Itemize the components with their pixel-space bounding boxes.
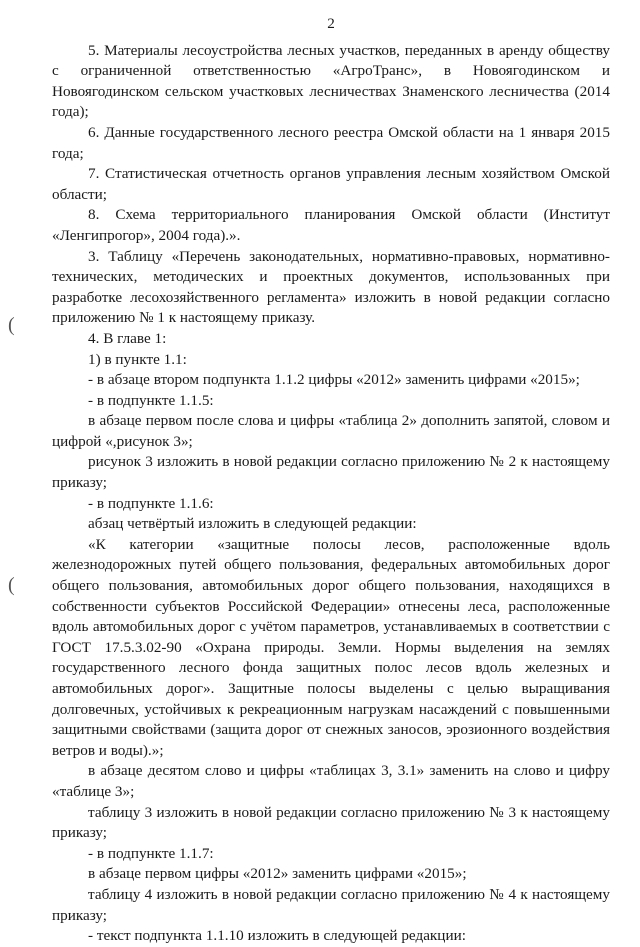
paragraph-amendment: рисунок 3 изложить в новой редакции согласно приложению № 2 к настоящему приказу; bbox=[52, 453, 610, 492]
paragraph-item-7: 7. Статистическая отчетность органов управления лесным хозяйством Омской области; bbox=[52, 165, 610, 203]
paragraph-point-3: 3. Таблицу «Перечень законодательных, нормативно-правовых, нормативно-технических, методических и проектных документов, использованных при разработке лесохозяйственного регламента» изложить в новой редакции согласно приложению № 1 к настоящему приказу. bbox=[52, 247, 610, 327]
document-page bbox=[52, 14, 610, 947]
paragraph-item-6: 6. Данные государственного лесного реестра Омской области на 1 января 2015 года; bbox=[52, 123, 610, 162]
paragraph-quote: «К категории «защитные полосы лесов, расположенные вдоль железнодорожных путей общего пользования, федеральных автомобильных дорог общего пользования, автомобильных дорог общего пользования, находящихся в собственности субъектов Российской Федерации» отнесены леса, расположенные вдоль автомобильных дорог с учётом параметров, устанавливаемых в соответствии с ГОСТ 17.5.3.02-90 «Охрана природы. Земли. Нормы выделения на землях государственного лесного фонда защитных полос лесов вдоль железных и автомобильных дорог». Защитные полосы выделены с целью выращивания долговечных, устойчивых к рекреационным нагрузкам насаждений с повышенными защитными свойствами (защита дорог от снежных заносов, эрозионного воздействия ветров и воды).»; bbox=[52, 535, 610, 759]
paragraph-amendment: - в подпункте 1.1.5: bbox=[88, 391, 214, 409]
page-number: 2 bbox=[327, 15, 335, 32]
paragraph-amendment: таблицу 4 изложить в новой редакции согласно приложению № 4 к настоящему приказу; bbox=[52, 885, 610, 924]
paragraph-amendment: - в подпункте 1.1.6: bbox=[88, 494, 214, 512]
paragraph-item-8: 8. Схема территориального планирования Омской области (Институт «Ленгипрогор», 2004 года).». bbox=[52, 206, 610, 244]
paragraph-item-5: 5. Материалы лесоустройства лесных участков, переданных в аренду обществу с ограниченной ответственностью «АгроТранс», в Новоягодинском и Новоягодинском сельском участковых лесничествах Знаменского лесничества (2014 года); bbox=[52, 41, 610, 121]
paragraph-amendment: в абзаце десятом слово и цифры «таблицах 3, 3.1» заменить на слово и цифру «таблице 3»; bbox=[52, 762, 610, 800]
paragraph-amendment: в абзаце первом после слова и цифры «таблица 2» дополнить запятой, словом и цифрой «,рисунок 3»; bbox=[52, 412, 610, 450]
paragraph-amendment: - текст подпункта 1.1.10 изложить в следующей редакции: bbox=[88, 927, 466, 945]
paragraph-amendment: абзац четвёртый изложить в следующей редакции: bbox=[88, 515, 417, 533]
paragraph-amendment: в абзаце первом цифры «2012» заменить цифрами «2015»; bbox=[88, 865, 467, 883]
paragraph-subpoint-1: 1) в пункте 1.1: bbox=[88, 350, 187, 368]
paragraph-point-4: 4. В главе 1: bbox=[88, 329, 167, 347]
paragraph-amendment: - в абзаце втором подпункта 1.1.2 цифры «2012» заменить цифрами «2015»; bbox=[88, 371, 580, 389]
paragraph-amendment: таблицу 3 изложить в новой редакции согласно приложению № 3 к настоящему приказу; bbox=[52, 803, 610, 842]
margin-bracket-mark: ( bbox=[8, 314, 15, 336]
margin-bracket-mark: ( bbox=[8, 574, 15, 596]
paragraph-amendment: - в подпункте 1.1.7: bbox=[88, 844, 214, 862]
